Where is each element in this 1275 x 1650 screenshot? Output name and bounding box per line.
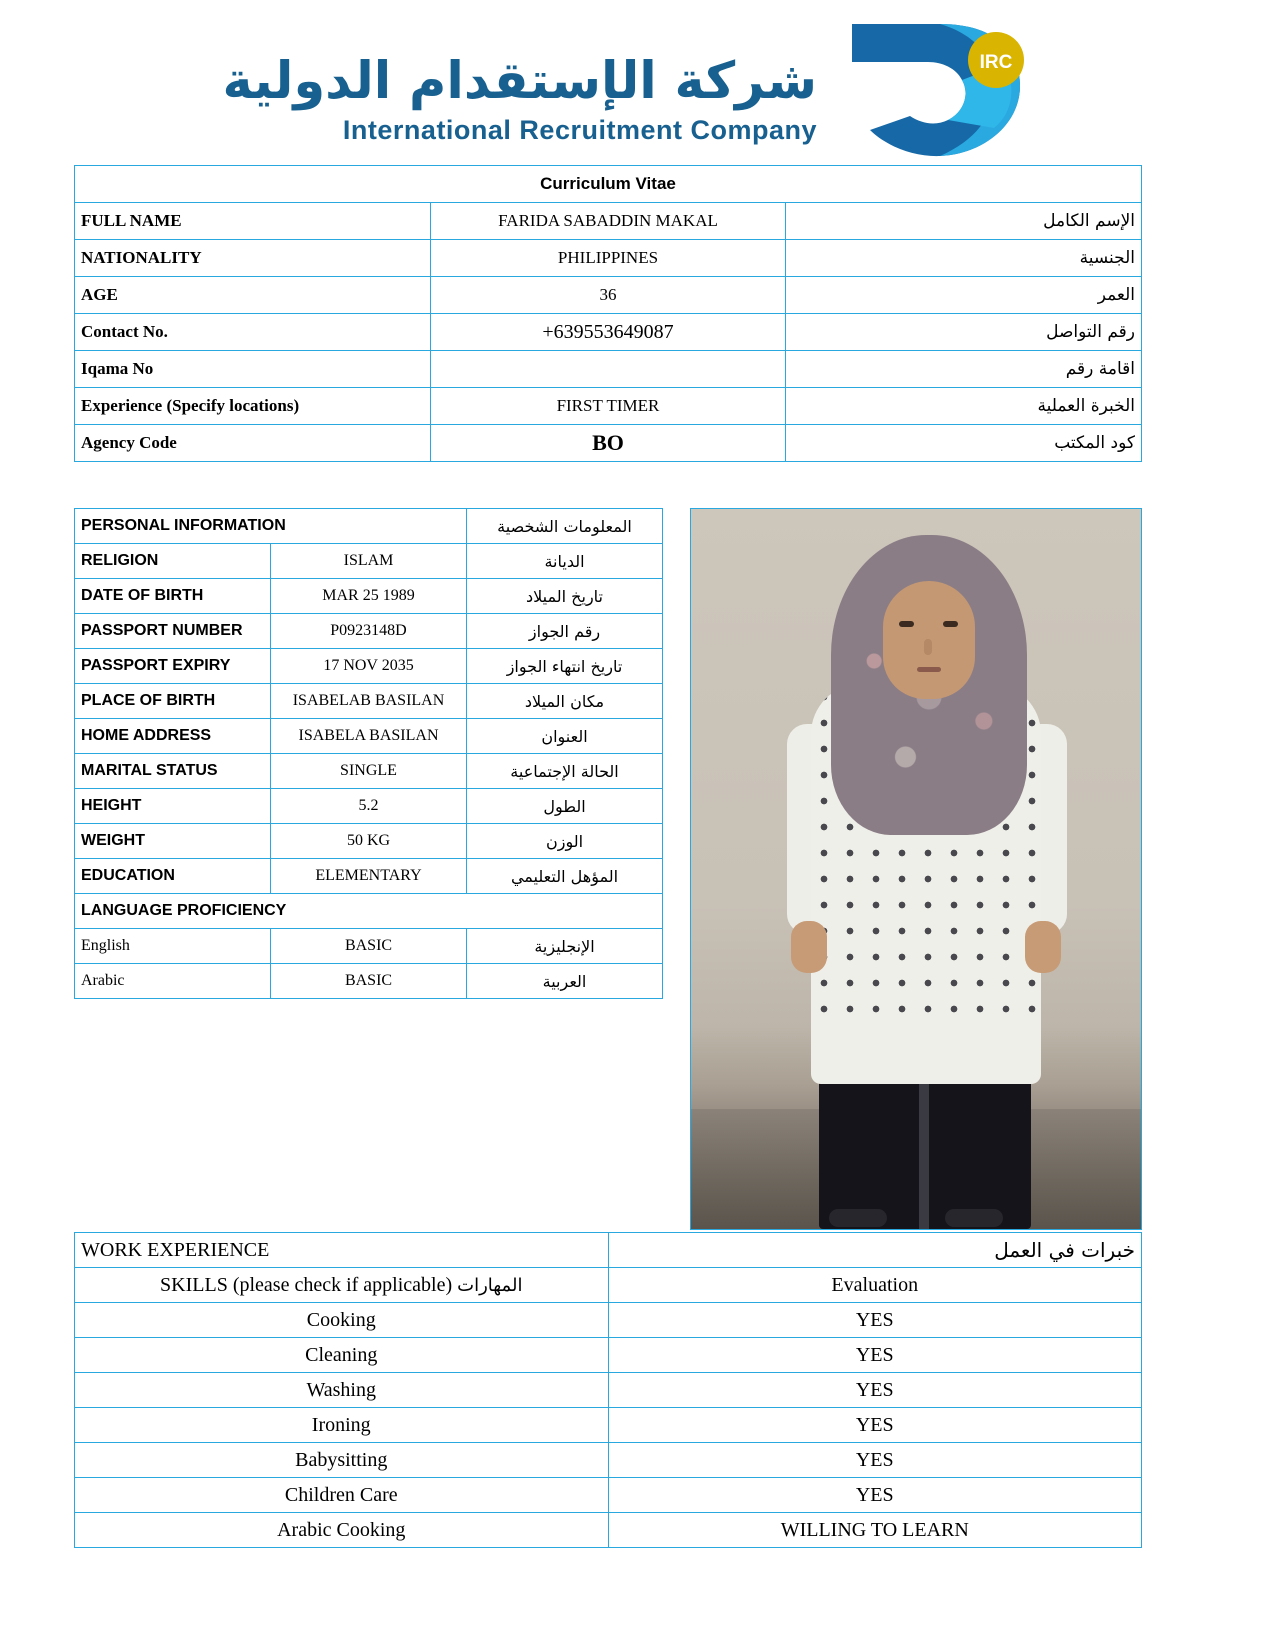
arabic-contact-no: رقم التواصل	[786, 314, 1142, 351]
table-row	[75, 789, 663, 824]
skills-header	[75, 1268, 609, 1303]
label-language-english: English	[75, 929, 271, 964]
table-row	[75, 1373, 1142, 1408]
page-title: Curriculum Vitae	[75, 166, 1142, 203]
value-contact-no: +639553649087	[430, 314, 786, 351]
label-passport-expiry: PASSPORT EXPIRY	[75, 649, 271, 684]
label-date-of-birth: DATE OF BIRTH	[75, 579, 271, 614]
page-header	[0, 0, 1275, 155]
value-home-address: ISABELA BASILAN	[271, 719, 467, 754]
work-experience-heading: WORK EXPERIENCE	[75, 1233, 609, 1268]
arabic-weight: الوزن	[467, 824, 663, 859]
table-row	[75, 277, 1142, 314]
value-weight: 50 KG	[271, 824, 467, 859]
value-experience: FIRST TIMER	[430, 388, 786, 425]
cv-summary-table	[74, 165, 1142, 462]
arabic-agency-code: كود المكتب	[786, 425, 1142, 462]
value-nationality: PHILIPPINES	[430, 240, 786, 277]
label-marital-status: MARITAL STATUS	[75, 754, 271, 789]
photo-right-hand	[1025, 921, 1061, 973]
work-experience-heading-row	[75, 1233, 1142, 1268]
arabic-place-of-birth: مكان الميلاد	[467, 684, 663, 719]
label-contact-no: Contact No.	[75, 314, 431, 351]
table-row	[75, 1303, 1142, 1338]
svg-text:IRC: IRC	[979, 52, 1013, 73]
value-full-name: FARIDA SABADDIN MAKAL	[430, 203, 786, 240]
arabic-date-of-birth: تاريخ الميلاد	[467, 579, 663, 614]
label-iqama-no: Iqama No	[75, 351, 431, 388]
evaluation-cleaning: YES	[608, 1338, 1142, 1373]
table-row	[75, 425, 1142, 462]
photo-right-eye	[943, 621, 958, 627]
label-agency-code: Agency Code	[75, 425, 431, 462]
skills-header-arabic: المهارات	[457, 1274, 523, 1296]
table-row	[75, 388, 1142, 425]
skill-washing: Washing	[75, 1373, 609, 1408]
label-weight: WEIGHT	[75, 824, 271, 859]
cv-title-row	[75, 166, 1142, 203]
arabic-nationality: الجنسية	[786, 240, 1142, 277]
label-height: HEIGHT	[75, 789, 271, 824]
value-language-english: BASIC	[271, 929, 467, 964]
photo-trouser-crease	[919, 1069, 929, 1229]
arabic-home-address: العنوان	[467, 719, 663, 754]
table-row	[75, 1513, 1142, 1548]
skill-ironing: Ironing	[75, 1408, 609, 1443]
label-religion: RELIGION	[75, 544, 271, 579]
label-home-address: HOME ADDRESS	[75, 719, 271, 754]
table-row	[75, 1443, 1142, 1478]
table-row	[75, 684, 663, 719]
personal-info-heading-arabic: المعلومات الشخصية	[467, 509, 663, 544]
irc-logo-icon	[844, 20, 1044, 160]
evaluation-ironing: YES	[608, 1408, 1142, 1443]
value-religion: ISLAM	[271, 544, 467, 579]
skills-header-row	[75, 1268, 1142, 1303]
photo-mouth	[917, 667, 941, 672]
language-heading-row	[75, 894, 663, 929]
evaluation-babysitting: YES	[608, 1443, 1142, 1478]
skill-babysitting: Babysitting	[75, 1443, 609, 1478]
arabic-age: العمر	[786, 277, 1142, 314]
label-nationality: NATIONALITY	[75, 240, 431, 277]
applicant-photo-image	[691, 509, 1141, 1229]
language-proficiency-heading: LANGUAGE PROFICIENCY	[75, 894, 663, 929]
photo-right-shoe	[945, 1209, 1003, 1227]
value-agency-code: BO	[430, 425, 786, 462]
arabic-language-arabic: العربية	[467, 964, 663, 999]
value-place-of-birth: ISABELAB BASILAN	[271, 684, 467, 719]
value-date-of-birth: MAR 25 1989	[271, 579, 467, 614]
skill-cooking: Cooking	[75, 1303, 609, 1338]
table-row	[75, 314, 1142, 351]
arabic-full-name: الإسم الكامل	[786, 203, 1142, 240]
applicant-photo	[690, 508, 1142, 1230]
evaluation-children-care: YES	[608, 1478, 1142, 1513]
skill-cleaning: Cleaning	[75, 1338, 609, 1373]
value-height: 5.2	[271, 789, 467, 824]
arabic-religion: الديانة	[467, 544, 663, 579]
table-row	[75, 754, 663, 789]
arabic-marital-status: الحالة الإجتماعية	[467, 754, 663, 789]
personal-info-heading-row	[75, 509, 663, 544]
work-experience-heading-arabic: خبرات في العمل	[608, 1233, 1142, 1268]
work-experience-table	[74, 1232, 1142, 1548]
arabic-passport-number: رقم الجواز	[467, 614, 663, 649]
table-row	[75, 1478, 1142, 1513]
evaluation-washing: YES	[608, 1373, 1142, 1408]
label-language-arabic: Arabic	[75, 964, 271, 999]
value-passport-expiry: 17 NOV 2035	[271, 649, 467, 684]
value-age: 36	[430, 277, 786, 314]
personal-information-table	[74, 508, 663, 999]
personal-info-heading: PERSONAL INFORMATION	[75, 509, 467, 544]
evaluation-cooking: YES	[608, 1303, 1142, 1338]
arabic-height: الطول	[467, 789, 663, 824]
value-iqama-no	[430, 351, 786, 388]
table-row	[75, 859, 663, 894]
table-row	[75, 719, 663, 754]
table-row	[75, 649, 663, 684]
logo-english-text: International Recruitment Company	[342, 115, 817, 145]
table-row	[75, 824, 663, 859]
label-age: AGE	[75, 277, 431, 314]
logo-arabic-text: شركة الإستقدام الدولية	[222, 52, 817, 111]
table-row	[75, 929, 663, 964]
skill-arabic-cooking: Arabic Cooking	[75, 1513, 609, 1548]
arabic-iqama-no: اقامة رقم	[786, 351, 1142, 388]
table-row	[75, 240, 1142, 277]
arabic-passport-expiry: تاريخ انتهاء الجواز	[467, 649, 663, 684]
table-row	[75, 964, 663, 999]
skills-header-text: SKILLS (please check if applicable)	[160, 1273, 453, 1296]
label-experience: Experience (Specify locations)	[75, 388, 431, 425]
evaluation-arabic-cooking: WILLING TO LEARN	[608, 1513, 1142, 1548]
value-marital-status: SINGLE	[271, 754, 467, 789]
photo-left-hand	[791, 921, 827, 973]
table-row	[75, 1338, 1142, 1373]
value-passport-number: P0923148D	[271, 614, 467, 649]
company-logo	[222, 18, 1032, 148]
arabic-language-english: الإنجليزية	[467, 929, 663, 964]
table-row	[75, 544, 663, 579]
photo-nose	[924, 639, 932, 655]
value-education: ELEMENTARY	[271, 859, 467, 894]
table-row	[75, 1408, 1142, 1443]
table-row	[75, 579, 663, 614]
label-full-name: FULL NAME	[75, 203, 431, 240]
arabic-education: المؤهل التعليمي	[467, 859, 663, 894]
arabic-experience: الخبرة العملية	[786, 388, 1142, 425]
evaluation-header: Evaluation	[608, 1268, 1142, 1303]
label-education: EDUCATION	[75, 859, 271, 894]
label-place-of-birth: PLACE OF BIRTH	[75, 684, 271, 719]
table-row	[75, 203, 1142, 240]
photo-left-shoe	[829, 1209, 887, 1227]
table-row	[75, 614, 663, 649]
skill-children-care: Children Care	[75, 1478, 609, 1513]
table-row	[75, 351, 1142, 388]
label-passport-number: PASSPORT NUMBER	[75, 614, 271, 649]
value-language-arabic: BASIC	[271, 964, 467, 999]
photo-left-eye	[899, 621, 914, 627]
